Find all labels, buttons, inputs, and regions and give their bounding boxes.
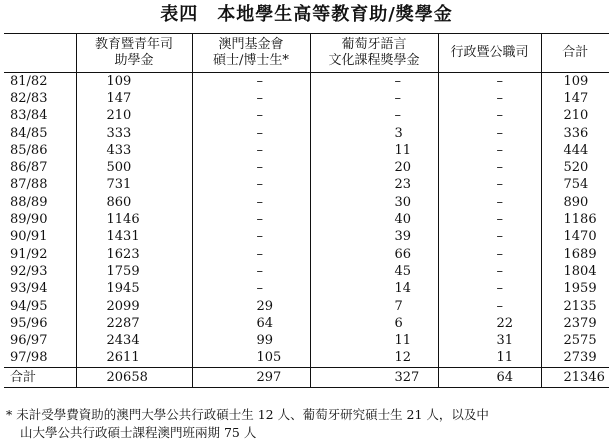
header-line: 教育暨青年司 (94, 37, 173, 52)
cell-c1: 2287 (76, 315, 192, 332)
table-row (4, 73, 609, 91)
cell-c3: 66 (310, 246, 438, 263)
cell-c3: 40 (310, 211, 438, 228)
total-c4: 64 (438, 368, 541, 388)
cell-c4: 31 (438, 332, 541, 349)
cell-c2: – (192, 90, 310, 107)
cell-c2: – (192, 108, 310, 125)
header-line: 行政暨公職司 (450, 45, 529, 60)
cell-c5: 754 (541, 177, 609, 194)
cell-c1: 2099 (76, 298, 192, 315)
cell-c2: – (192, 159, 310, 176)
row-year: 91/92 (10, 246, 48, 262)
cell-c3: 23 (310, 177, 438, 194)
header-dsej-grant (76, 34, 192, 73)
cell-c1: 1146 (76, 211, 192, 228)
row-year: 83/84 (10, 108, 48, 124)
cell-c4: 11 (438, 350, 541, 368)
cell-c2: 64 (192, 315, 310, 332)
total-c1: 20658 (76, 368, 192, 388)
cell-c1: 433 (76, 142, 192, 159)
total-c5: 21346 (541, 368, 609, 388)
cell-c1: 500 (76, 159, 192, 176)
cell-c1: 210 (76, 108, 192, 125)
cell-c3: 7 (310, 298, 438, 315)
bottom-rule-cell (4, 388, 76, 389)
cell-c1: 731 (76, 177, 192, 194)
cell-c2: – (192, 194, 310, 211)
header-portuguese-scholarship (310, 34, 438, 73)
header-total (541, 34, 609, 73)
header-macau-foundation (192, 34, 310, 73)
table-row (4, 332, 609, 349)
table-row (4, 125, 609, 142)
cell-c3: 6 (310, 315, 438, 332)
bottom-rule-cell (310, 388, 438, 389)
table-row (4, 350, 609, 368)
row-year: 92/93 (10, 263, 48, 279)
total-c2: 297 (192, 368, 310, 388)
cell-c2: – (192, 73, 310, 91)
cell-c1: 1623 (76, 246, 192, 263)
row-year: 93/94 (10, 281, 48, 297)
cell-c2: 29 (192, 298, 310, 315)
header-line: 碩士/博士生* (213, 53, 289, 68)
table-row (4, 211, 609, 228)
row-year: 94/95 (10, 298, 48, 314)
cell-c4: – (438, 229, 541, 246)
cell-c1: 2611 (76, 350, 192, 368)
header-line: 文化課程獎學金 (328, 53, 420, 68)
bottom-rule-cell (541, 388, 609, 389)
cell-c4: – (438, 108, 541, 125)
cell-c1: 1431 (76, 229, 192, 246)
cell-c3: – (310, 73, 438, 91)
row-year: 97/98 (10, 350, 48, 366)
cell-c3: 20 (310, 159, 438, 176)
table-row (4, 194, 609, 211)
cell-c3: 11 (310, 142, 438, 159)
cell-c4: – (438, 159, 541, 176)
table-row (4, 159, 609, 176)
cell-c2: – (192, 125, 310, 142)
footnote-line-2: 山大學公共行政碩士課程澳門班兩期 75 人 (20, 425, 257, 440)
cell-c5: 147 (541, 90, 609, 107)
row-year: 82/83 (10, 90, 48, 106)
cell-c3: 45 (310, 263, 438, 280)
table-row (4, 246, 609, 263)
table-row (4, 281, 609, 298)
total-c3: 327 (310, 368, 438, 388)
cell-c2: – (192, 263, 310, 280)
footnote (6, 406, 609, 442)
cell-c1: 1759 (76, 263, 192, 280)
cell-c4: – (438, 142, 541, 159)
cell-c5: 1804 (541, 263, 609, 280)
cell-c1: 1945 (76, 281, 192, 298)
table-title: 表四 本地學生高等教育助/獎學金 (160, 4, 453, 25)
cell-c5: 2379 (541, 315, 609, 332)
cell-c2: – (192, 246, 310, 263)
header-row (4, 34, 609, 73)
cell-c4: – (438, 211, 541, 228)
cell-c1: 860 (76, 194, 192, 211)
cell-c3: 30 (310, 194, 438, 211)
cell-c5: 1470 (541, 229, 609, 246)
row-year: 81/82 (10, 73, 48, 89)
cell-c4: – (438, 194, 541, 211)
table-row (4, 263, 609, 280)
cell-c5: 2575 (541, 332, 609, 349)
row-year: 84/85 (10, 125, 48, 141)
cell-c5: 2739 (541, 350, 609, 368)
cell-c5: 1959 (541, 281, 609, 298)
cell-c2: 99 (192, 332, 310, 349)
row-year: 89/90 (10, 212, 48, 228)
cell-c5: 520 (541, 159, 609, 176)
header-safp (438, 34, 541, 73)
scholarship-table (4, 33, 609, 388)
cell-c2: 105 (192, 350, 310, 368)
cell-c3: – (310, 108, 438, 125)
cell-c5: 109 (541, 73, 609, 91)
bottom-rule-cell (76, 388, 192, 389)
header-line: 助學金 (114, 53, 154, 68)
header-line: 澳門基金會 (218, 37, 284, 52)
row-year: 88/89 (10, 194, 48, 210)
row-year: 85/86 (10, 142, 48, 158)
cell-c5: 1689 (541, 246, 609, 263)
cell-c4: – (438, 246, 541, 263)
table-row (4, 142, 609, 159)
cell-c1: 147 (76, 90, 192, 107)
cell-c2: – (192, 177, 310, 194)
cell-c4: – (438, 298, 541, 315)
table-row (4, 108, 609, 125)
cell-c4: – (438, 263, 541, 280)
cell-c5: 1186 (541, 211, 609, 228)
bottom-rule-cell (438, 388, 541, 389)
cell-c1: 333 (76, 125, 192, 142)
row-year: 95/96 (10, 315, 48, 331)
header-line: 葡萄牙語言 (341, 37, 407, 52)
cell-c3: 14 (310, 281, 438, 298)
footnote-line-1: * 未計受學費資助的澳門大學公共行政碩士生 12 人、葡萄牙研究碩士生 21 人，以及中 (6, 407, 489, 422)
cell-c4: – (438, 125, 541, 142)
table-row (4, 177, 609, 194)
cell-c4: – (438, 177, 541, 194)
cell-c5: 444 (541, 142, 609, 159)
cell-c3: – (310, 90, 438, 107)
table-row (4, 315, 609, 332)
bottom-rule-cell (192, 388, 310, 389)
table-row (4, 90, 609, 107)
cell-c3: 11 (310, 332, 438, 349)
table-row (4, 298, 609, 315)
row-year: 90/91 (10, 229, 48, 245)
total-label: 合計 (4, 368, 76, 388)
cell-c4: 22 (438, 315, 541, 332)
cell-c5: 2135 (541, 298, 609, 315)
cell-c2: – (192, 281, 310, 298)
table-row (4, 229, 609, 246)
cell-c5: 890 (541, 194, 609, 211)
header-line: 合計 (562, 45, 589, 60)
row-year: 87/88 (10, 177, 48, 193)
cell-c2: – (192, 211, 310, 228)
cell-c3: 3 (310, 125, 438, 142)
row-year: 86/87 (10, 160, 48, 176)
cell-c1: 2434 (76, 332, 192, 349)
cell-c4: – (438, 281, 541, 298)
cell-c3: 12 (310, 350, 438, 368)
header-year (4, 34, 76, 73)
row-year: 96/97 (10, 333, 48, 349)
cell-c2: – (192, 229, 310, 246)
cell-c1: 109 (76, 73, 192, 91)
total-row (4, 368, 609, 388)
table-bottom-rule (4, 388, 609, 389)
cell-c4: – (438, 90, 541, 107)
cell-c2: – (192, 142, 310, 159)
cell-c5: 210 (541, 108, 609, 125)
cell-c5: 336 (541, 125, 609, 142)
cell-c4: – (438, 73, 541, 91)
cell-c3: 39 (310, 229, 438, 246)
